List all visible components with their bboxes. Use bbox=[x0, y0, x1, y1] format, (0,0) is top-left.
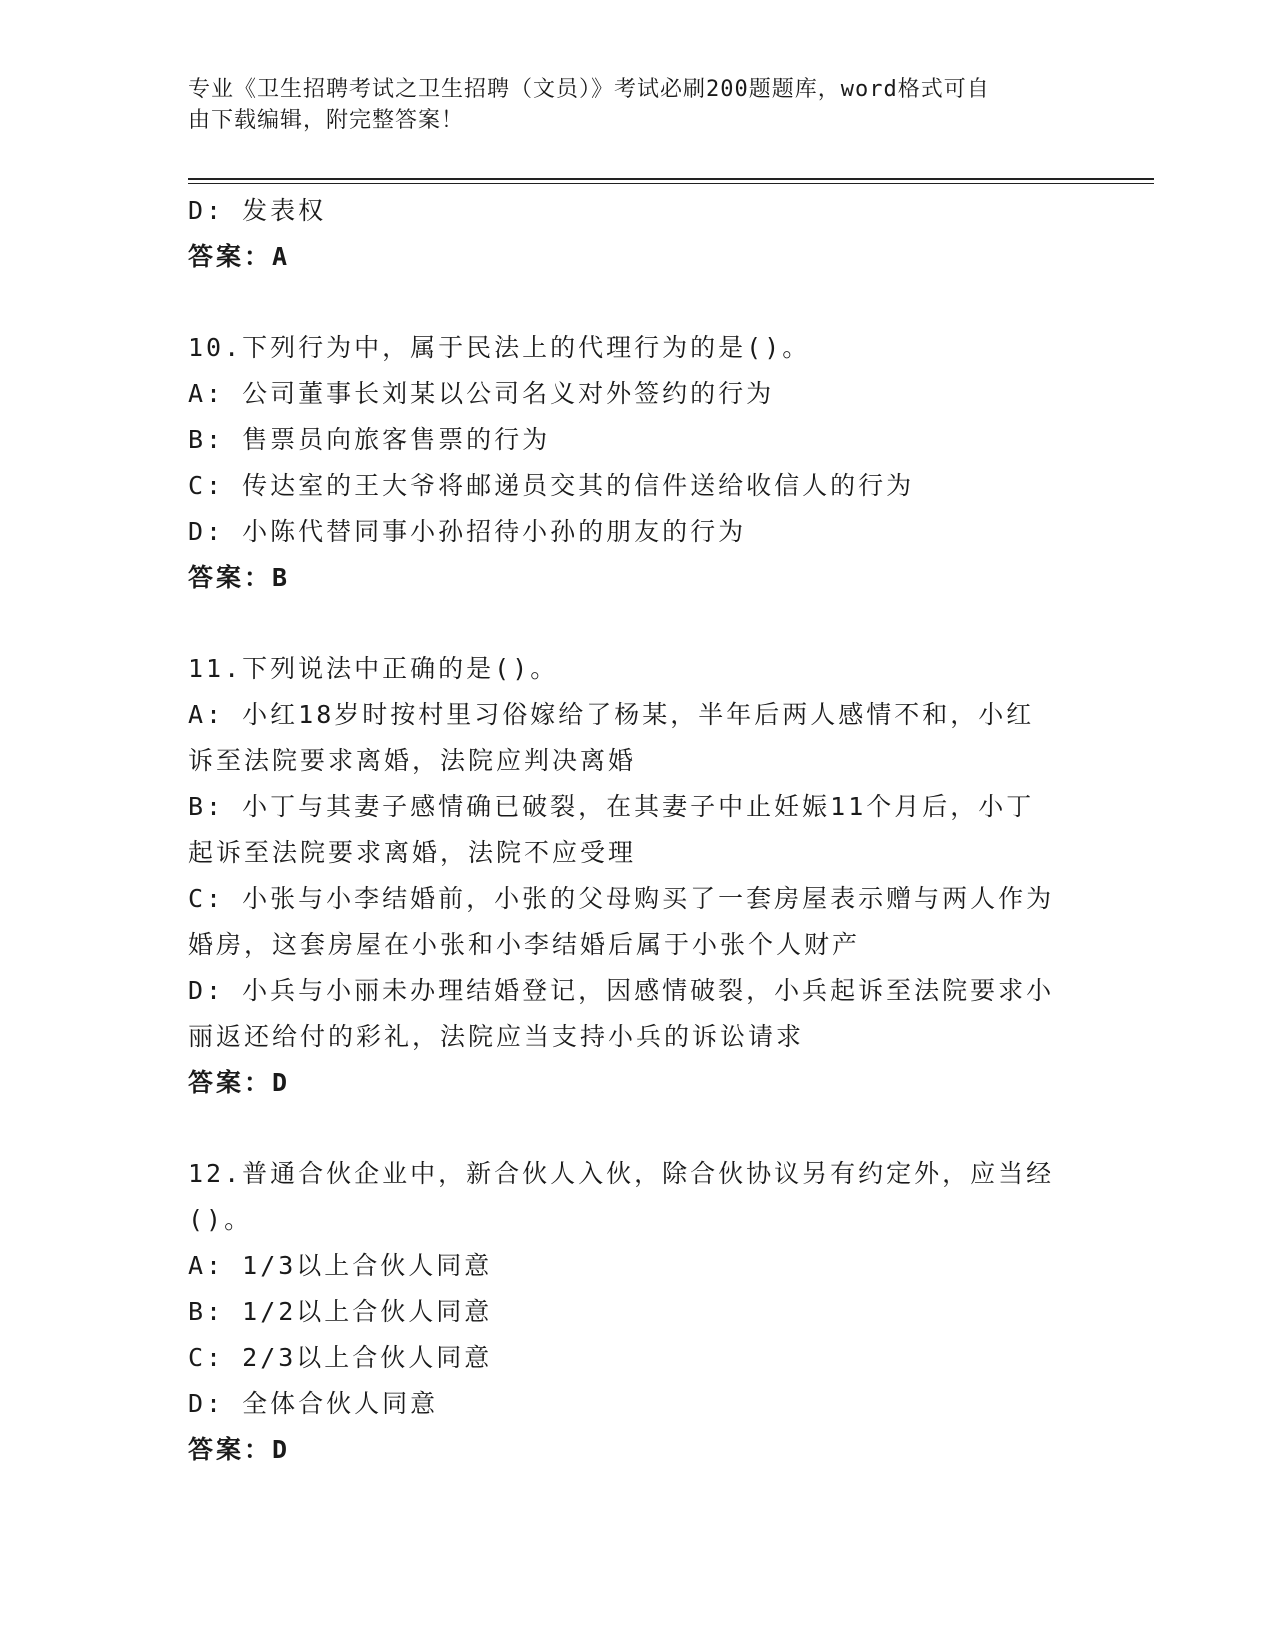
option-b-line-1: B: 小丁与其妻子感情确已破裂，在其妻子中止妊娠11个月后，小丁 bbox=[188, 792, 1035, 821]
option-d: D: 全体合伙人同意 bbox=[188, 1389, 439, 1418]
spacer bbox=[188, 601, 1088, 646]
question-10 bbox=[188, 325, 1088, 601]
question-12 bbox=[188, 1151, 1088, 1473]
answer: 答案：B bbox=[188, 563, 291, 592]
document-header bbox=[188, 74, 1068, 136]
option-c-line-2: 婚房，这套房屋在小张和小李结婚后属于小张个人财产 bbox=[188, 930, 861, 959]
option-d-line-1: D: 小兵与小丽未办理结婚登记，因感情破裂，小兵起诉至法院要求小 bbox=[188, 976, 1055, 1005]
question-11 bbox=[188, 646, 1088, 1106]
option-d-line-2: 丽返还给付的彩礼，法院应当支持小兵的诉讼请求 bbox=[188, 1022, 805, 1051]
question-stem-line-1: 12.普通合伙企业中，新合伙人入伙，除合伙协议另有约定外，应当经 bbox=[188, 1159, 1055, 1188]
option-a-line-1: A: 小红18岁时按村里习俗嫁给了杨某，半年后两人感情不和，小红 bbox=[188, 700, 1035, 729]
option-a: A: 公司董事长刘某以公司名义对外签约的行为 bbox=[188, 379, 775, 408]
option-c-line-1: C: 小张与小李结婚前，小张的父母购买了一套房屋表示赠与两人作为 bbox=[188, 884, 1055, 913]
option-b-line-2: 起诉至法院要求离婚，法院不应受理 bbox=[188, 838, 637, 867]
option-d: D: 小陈代替同事小孙招待小孙的朋友的行为 bbox=[188, 517, 747, 546]
option-d: D: 发表权 bbox=[188, 196, 327, 225]
answer: 答案：D bbox=[188, 1068, 291, 1097]
answer: 答案：D bbox=[188, 1435, 291, 1464]
question-stem: 11.下列说法中正确的是()。 bbox=[188, 654, 559, 683]
spacer bbox=[188, 280, 1088, 325]
header-line-2: 由下载编辑，附完整答案！ bbox=[188, 108, 465, 133]
option-b: B: 1/2以上合伙人同意 bbox=[188, 1297, 493, 1326]
option-c: C: 2/3以上合伙人同意 bbox=[188, 1343, 493, 1372]
header-line-1: 专业《卫生招聘考试之卫生招聘（文员）》考试必刷200题题库，word格式可自 bbox=[188, 77, 990, 102]
header-divider-thick bbox=[188, 178, 1154, 180]
option-c: C: 传达室的王大爷将邮递员交其的信件送给收信人的行为 bbox=[188, 471, 915, 500]
header-divider-thin bbox=[188, 183, 1154, 184]
question-stem-line-2: ()。 bbox=[188, 1205, 253, 1234]
question-9-tail bbox=[188, 188, 1088, 280]
answer: 答案：A bbox=[188, 242, 291, 271]
option-a-line-2: 诉至法院要求离婚，法院应判决离婚 bbox=[188, 746, 637, 775]
spacer bbox=[188, 1106, 1088, 1151]
question-list bbox=[188, 188, 1088, 1473]
option-a: A: 1/3以上合伙人同意 bbox=[188, 1251, 493, 1280]
option-b: B: 售票员向旅客售票的行为 bbox=[188, 425, 551, 454]
question-stem: 10.下列行为中，属于民法上的代理行为的是()。 bbox=[188, 333, 811, 362]
